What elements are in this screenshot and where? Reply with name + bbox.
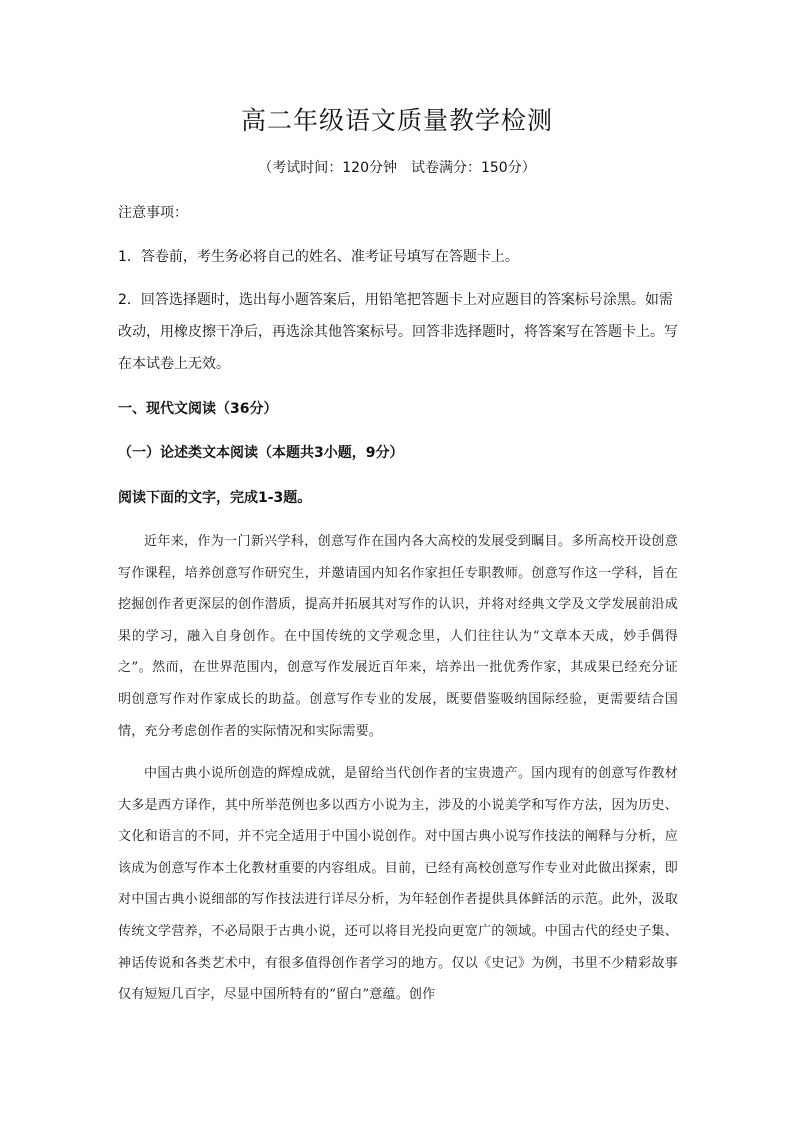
exam-title: 高二年级语文质量教学检测: [240, 106, 553, 135]
reading-paragraph-1: 近年来，作为一门新兴学科，创意写作在国内各大高校的发展受到瞩目。多所高校开设创意写作课程，培养创意写作研究生，并邀请国内知名作家担任专职教师。创意写作这一学科，旨在挖掘创作者更深层的创作潜质，提高并拓展其对写作的认识，并将对经典文学及文学发展前沿成果的学习，融入自身创作。在中国传统的文学观念里，人们往往认为“文章本天成，妙手偶得之”。然而，在世界范围内，创意写作发展近百年来，培养出一批优秀作家，其成果已经充分证明创意写作对作家成长的助益。创意写作专业的发展，既要借鉴吸纳国际经验，更需要结合国情，充分考虑创作者的实际情况和实际需要。: [118, 534, 678, 739]
note-item-2: 2．回答选择题时，选出每小题答案后，用铅笔把答题卡上对应题目的答案标号涂黑。如需改动，用橡皮擦干净后，再选涂其他答案标号。回答非选择题时，将答案写在答题卡上。写在本试卷上无效。: [118, 292, 678, 372]
notes-heading: 注意事项：: [118, 205, 188, 221]
section-heading-one: 一、现代文阅读（36分）: [118, 401, 278, 417]
note-item-1: 1．答卷前，考生务必将自己的姓名、准考证号填写在答题卡上。: [118, 249, 519, 265]
exam-subtitle: （考试时间：120分钟 试卷满分：150分）: [258, 160, 536, 176]
subsection-heading-one: （一）论述类文本阅读（本题共3小题，9分）: [118, 445, 404, 461]
reading-paragraph-2: 中国古典小说所创造的辉煌成就，是留给当代创作者的宝贵遗产。国内现有的创意写作教材大多是西方译作，其中所举范例也多以西方小说为主，涉及的小说美学和写作方法，因为历史、文化和语言的不同，并不完全适用于中国小说创作。对中国古典小说写作技法的阐释与分析，应该成为创意写作本土化教材重要的内容组成。目前，已经有高校创意写作专业对此做出探索，即对中国古典小说细部的写作技法进行详尽分析，为年轻创作者提供具体鲜活的示范。此外，汲取传统文学营养，不必局限于古典小说，还可以将目光投向更宽广的领域。中国古代的经史子集、神话传说和各类艺术中，有很多值得创作者学习的地方。仅以《史记》为例，书里不少精彩故事仅有短短几百字，尽显中国所特有的“留白”意蕴。创作: [118, 766, 678, 1003]
reading-instruction: 阅读下面的文字，完成1-3题。: [118, 490, 312, 506]
